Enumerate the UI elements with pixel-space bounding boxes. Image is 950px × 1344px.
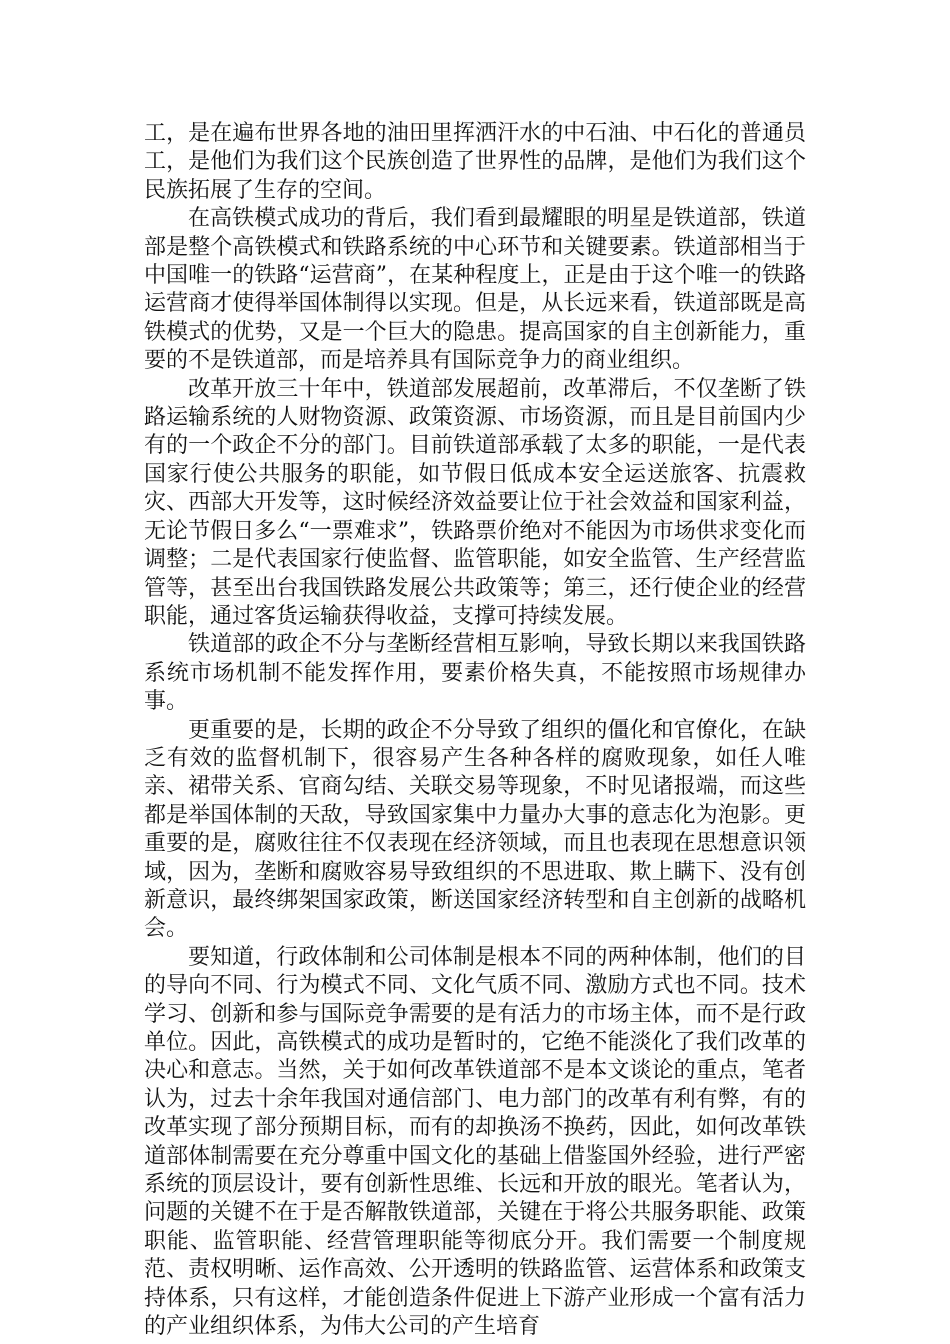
paragraph: 在高铁模式成功的背后，我们看到最耀眼的明星是铁道部，铁道部是整个高铁模式和铁路系统的中心环节和关键要素。铁道部相当于中国唯一的铁路“运营商”，在某种程度上，正是由于这个唯一的铁路运营商才使得举国体制得以实现。但是，从长远来看，铁道部既是高铁模式的优势，又是一个巨大的隐患。提高国家的自主创新能力，重要的不是铁道部，而是培养具有国际竞争力的商业组织。 — [144, 206, 806, 374]
paragraph-continued: 工，是在遍布世界各地的油田里挥洒汗水的中石油、中石化的普通员工，是他们为我们这个民族创造了世界性的品牌，是他们为我们这个民族拓展了生存的空间。 — [144, 121, 806, 203]
paragraph: 更重要的是，长期的政企不分导致了组织的僵化和官僚化，在缺乏有效的监督机制下，很容易产生各种各样的腐败现象，如任人唯亲、裙带关系、官商勾结、关联交易等现象，不时见诸报端，而这些都是举国体制的天敌，导致国家集中力量办大事的意志化为泡影。更重要的是，腐败往往不仅表现在经济领域，而且也表现在思想意识领域，因为，垄断和腐败容易导致组织的不思进取、欺上瞒下、没有创新意识，最终绑架国家政策，断送国家经济转型和自主创新的战略机会。 — [144, 717, 806, 942]
paragraph: 铁道部的政企不分与垄断经营相互影响，导致长期以来我国铁路系统市场机制不能发挥作用，要素价格失真，不能按照市场规律办事。 — [144, 632, 806, 715]
document-body — [144, 120, 806, 1341]
paragraph: 改革开放三十年中，铁道部发展超前，改革滞后，不仅垄断了铁路运输系统的人财物资源、政策资源、市场资源，而且是目前国内少有的一个政企不分的部门。目前铁道部承载了太多的职能，一是代表国家行使公共服务的职能，如节假日低成本安全运送旅客、抗震救灾、西部大开发等，这时候经济效益要让位于社会效益和国家利益，无论节假日多么“一票难求”，铁路票价绝对不能因为市场供求变化而调整；二是代表国家行使监督、监管职能，如安全监管、生产经营监管等，甚至出台我国铁路发展公共政策等；第三，还行使企业的经营职能，通过客货运输获得收益，支撑可持续发展。 — [144, 376, 806, 629]
paragraph: 要知道，行政体制和公司体制是根本不同的两种体制，他们的目的导向不同、行为模式不同、文化气质不同、激励方式也不同。技术学习、创新和参与国际竞争需要的是有活力的市场主体，而不是行政单位。因此，高铁模式的成功是暂时的，它绝不能淡化了我们改革的决心和意志。当然，关于如何改革铁道部不是本文谈论的重点，笔者认为，过去十余年我国对通信部门、电力部门的改革有利有弊，有的改革实现了部分预期目标，而有的却换汤不换药，因此，如何改革铁道部体制需要在充分尊重中国文化的基础上借鉴国外经验，进行严密系统的顶层设计，要有创新性思维、长远和开放的眼光。笔者认为，问题的关键不在于是否解散铁道部，关键在于将公共服务职能、政策职能、监管职能、经营管理职能等彻底分开。我们需要一个制度规范、责权明晰、运作高效、公开透明的铁路监管、运营体系和政策支持体系，只有这样，才能创造条件促进上下游产业形成一个富有活力的产业组织体系，为伟大公司的产生培育 — [144, 944, 806, 1340]
